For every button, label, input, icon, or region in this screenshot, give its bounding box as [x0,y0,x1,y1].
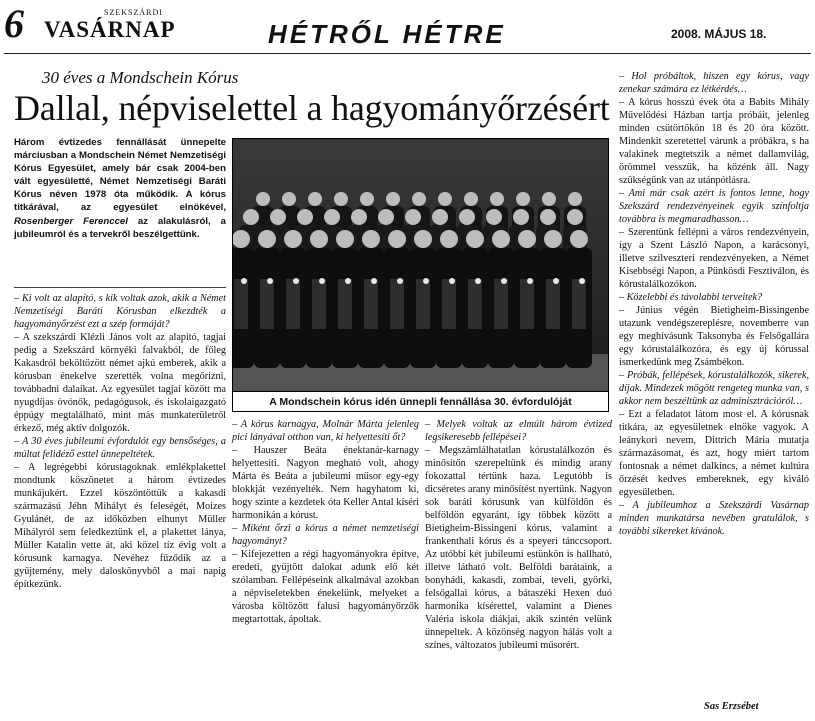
singer-face [378,209,394,225]
interview-question: – Miként őrzi a kórus a német nemzetiségi hagyományt? [232,523,419,547]
singer-face [466,230,484,248]
singer-face [386,192,400,206]
singer-face [351,209,367,225]
singer-face [486,209,502,225]
apron-shape [520,279,534,329]
singer-face [432,209,448,225]
interview-answer: – Szerentünk fellépni a város rendezvényein, így a Szent László Napon, a karácsonyi, illetve szilveszteri rendezvényeken, a Német Kisebbségi Napon, a Pünkösdi Fesztiválon, és kórustalálkozókon. [619,227,809,290]
singer-face [490,192,504,206]
singer-face [414,230,432,248]
interview-answer: – A szekszárdi Klézli János volt az alapító, tagjai pedig a Szekszárd környéki falvakból, de főleg Kakasdról beköltözött német ajkú emberek, akik a kórusban énekelve szerették volna megőrizni, továbbadni dalaikat. Az egyesület tagjai között ma nyugdíjas óvónők, pedagógusok, és iskolaigazgató éppúgy megtalálható, mint más munkaterületről érkező, még aktív dolgozók. [14,332,226,434]
handkerchief-shape [345,278,351,284]
interview-answer: – Ezt a feladatot látom most el. A kórusnak titkára, az egyesületnek elnöke vagyok. A leánykori nevem, Dittrich Mária mutatja származásomat, és azt, hogy miért tartom fontosnak a német dalkincs, a német kultúra őrzését kedves embereknek, egy kiváló egyesületben. [619,409,809,498]
choir-photo [232,138,609,392]
handkerchief-shape [293,278,299,284]
handkerchief-shape [241,278,247,284]
apron-shape [312,279,326,329]
article-lead [14,136,226,241]
handkerchief-shape [501,278,507,284]
apron-shape [234,279,248,329]
singer-face [518,230,536,248]
lead-divider [14,287,226,288]
interview-answer: – Hauszer Beáta énektanár-karnagy helyettesíti. Nagyon megható volt, ahogy Márta és Beáta a jubileumi műsor egy-egy blokkját vezényelték. Nem hagyhatom ki, hogy szinte a kezdetek óta Keller Antal kíséri harmonikán a kórust. [232,445,419,521]
interview-answer: – A kórus hosszú évek óta a Babits Mihály Művelődési Házban tartja próbáit, jelenleg minden csütörtökön 18 és 20 óra között. Mindenkit szeretettel várunk a próbákra, s ha valakinek megtetszik a német dallamvilág, örömmel vesszük, ha közénk áll. Nagy szükségünk van az utánpótlásra. [619,97,809,186]
singer-face [362,230,380,248]
interview-question: – Hol próbáltok, hiszen egy kórus, vagy zenekar számára ez létkérdés… [619,71,809,95]
singer-face [336,230,354,248]
apron-shape [546,279,560,329]
singer-face [540,209,556,225]
apron-shape [416,279,430,329]
article-byline: Sas Erzsébet [704,701,759,712]
singer-face [405,209,421,225]
singer-face [440,230,458,248]
singer-face [438,192,452,206]
apron-shape [572,279,586,329]
choir-photo-image [233,139,609,392]
apron-shape [468,279,482,329]
interview-answer: – Június végén Bietigheim-Bissingenbe utazunk vendégszereplésre, novemberre van egy meghívásunk Taksonyba és Felsőgallára egy kórustalálkozóra, és egy új kórussal ismerkedünk meg Zsámbékon. [619,305,809,368]
interview-question: – Ki volt az alapító, s kik voltak azok, akik a Német Nemzetiségi Baráti Kórusban elkezdték a hagyományőrzést ezt a szép formáját? [14,293,226,330]
interview-answer: – Kifejezetten a régi hagyományokra építve, eredeti, gyűjtött dalokat adunk elő két szólamban. Fellépéseink alkalmával azokban a népviseletekben énekelünk, melyeket a városba költözött falusi hagyományőrzők megtartottak, ápoltak. [232,549,419,625]
newspaper-name: VASÁRNAP [44,17,176,42]
lead-text-end: az alakulásról, a jubileumról és a tervekről beszélgettünk. [14,215,226,240]
singer-face [284,230,302,248]
singer-face [243,209,259,225]
article-column-4 [619,70,809,538]
interview-answer: – Megszámlálhatatlan kórustalálkozón és minősítőn szerepeltünk és mindig arany fokozattal tértünk haza. Legutóbb is dicséretes arany minősítést nyertünk. Nagyon sok baráti kórusunk van külföldön és belföldön egyaránt, így többek között a Bietigheim-Bissingeni kórus, valamint a frankenthali kórus és a speyeri tánccsoport. Az utóbbi két jubileumi estünkön is hallható, illetve látható volt. Belföldi barátaink, a bonyhádi, kakasdi, zombai, teveli, györki, felsőgallai kórus, a bátaszéki Hexen duó harmonika kísérettel, valamint a Dienes Valéria iskola diákjai, akik szintén velünk ünnepeltek. A közönség nagyon hálás volt a színes, változatos jubileumi műsorért. [425,445,612,651]
article-column-1 [14,292,226,591]
singer-face [310,230,328,248]
singer-face [542,192,556,206]
apron-shape [338,279,352,329]
singer-face [297,209,313,225]
section-title: HÉTRŐL HÉTRE [268,19,506,49]
handkerchief-shape [579,278,585,284]
singer-face [256,192,270,206]
photo-caption: A Mondschein kórus idén ünnepli fennállása 30. évfordulóját [232,392,609,412]
handkerchief-shape [371,278,377,284]
masthead-rule [4,53,811,54]
handkerchief-shape [397,278,403,284]
handkerchief-shape [319,278,325,284]
singer-face [459,209,475,225]
lead-text: Három évtizedes fennállását ünnepelte márciusban a Mondschein Német Nemzetiségi Kórus Egyesület, amely bár csak 2004-ben vált egyesületté, Német Nemzetiségi Baráti Kórus néven 1978 óta működik. A kórus titkárával, az egyesület elnökével, [14,137,226,214]
interview-question: – A kórus karnagya, Molnár Márta jelenleg pici lányával otthon van, ki helyettesíti őt? [232,419,419,443]
handkerchief-shape [423,278,429,284]
singer-face [360,192,374,206]
page-number: 6 [4,1,24,46]
handkerchief-shape [267,278,273,284]
singer-face [544,230,562,248]
handkerchief-shape [527,278,533,284]
handkerchief-shape [475,278,481,284]
article-column-2 [232,418,419,626]
singer-face [388,230,406,248]
singer-face [568,192,582,206]
article-headline: Dallal, népviselettel a hagyományőrzésért [14,88,610,128]
handkerchief-shape [449,278,455,284]
singer-face [570,230,588,248]
singer-face [513,209,529,225]
handkerchief-shape [553,278,559,284]
singer-face [308,192,322,206]
singer-face [412,192,426,206]
interview-question: – Melyek voltak az elmúlt három évtized legsikeresebb fellépései? [425,419,612,443]
singer-face [270,209,286,225]
issue-date: 2008. MÁJUS 18. [671,27,767,41]
apron-shape [364,279,378,329]
apron-shape [286,279,300,329]
apron-shape [442,279,456,329]
interview-answer: – A legrégebbi kórustagoknak emlékplakettel mondtunk köszönetet a három évtizedes munkájukért. Ezzel köszöntöttük a kakasdi származású Jéhn Mihályt és feleségét, Moizes Gyulánét, de az időközben elhunyt Müller Mihályról sem feledkeztünk el, a plakettet lánya, Müller Katalin vette át, aki közel tíz évig volt a kórusunk karnagya. Nevéhez fűződik az a gyűjtemény, mely daloskönyvből a mai napig építkezünk. [14,462,226,590]
interview-question: – Próbák, fellépések, kórustalálkozók, sikerek, díjak. Mindezek mögött rengeteg munka van, s akkor nem beszéltünk az adminisztrációról… [619,370,809,407]
interview-question: – Ami már csak azért is fontos lenne, hogy Szekszárd rendezvényeinek egyik színfoltja továbbra is megmaradhasson… [619,188,809,225]
singer-face [258,230,276,248]
singer-face [464,192,478,206]
singer-face [492,230,510,248]
newspaper-name-prefix: SZEKSZÁRDI [104,8,163,17]
article-column-3 [425,418,612,652]
singer-face [516,192,530,206]
interview-question: – Közelebbi és távolabbi terveitek? [619,292,763,303]
singer-face [282,192,296,206]
singer-face [567,209,583,225]
singer-face [334,192,348,206]
article-kicker: 30 éves a Mondschein Kórus [42,68,239,87]
apron-shape [494,279,508,329]
interview-question: – A jubileumhoz a Szekszárdi Vasárnap minden munkatársa nevében gratulálok, s további sikereket kívánok. [619,500,809,537]
interview-question: – A 30 éves jubileumi évfordulót egy bensőséges, a múltat felidéző esttel ünnepeltétek. [14,436,226,460]
singer-face [324,209,340,225]
lead-name: Rosenberger Ferenccel [14,215,128,227]
apron-shape [260,279,274,329]
apron-shape [390,279,404,329]
